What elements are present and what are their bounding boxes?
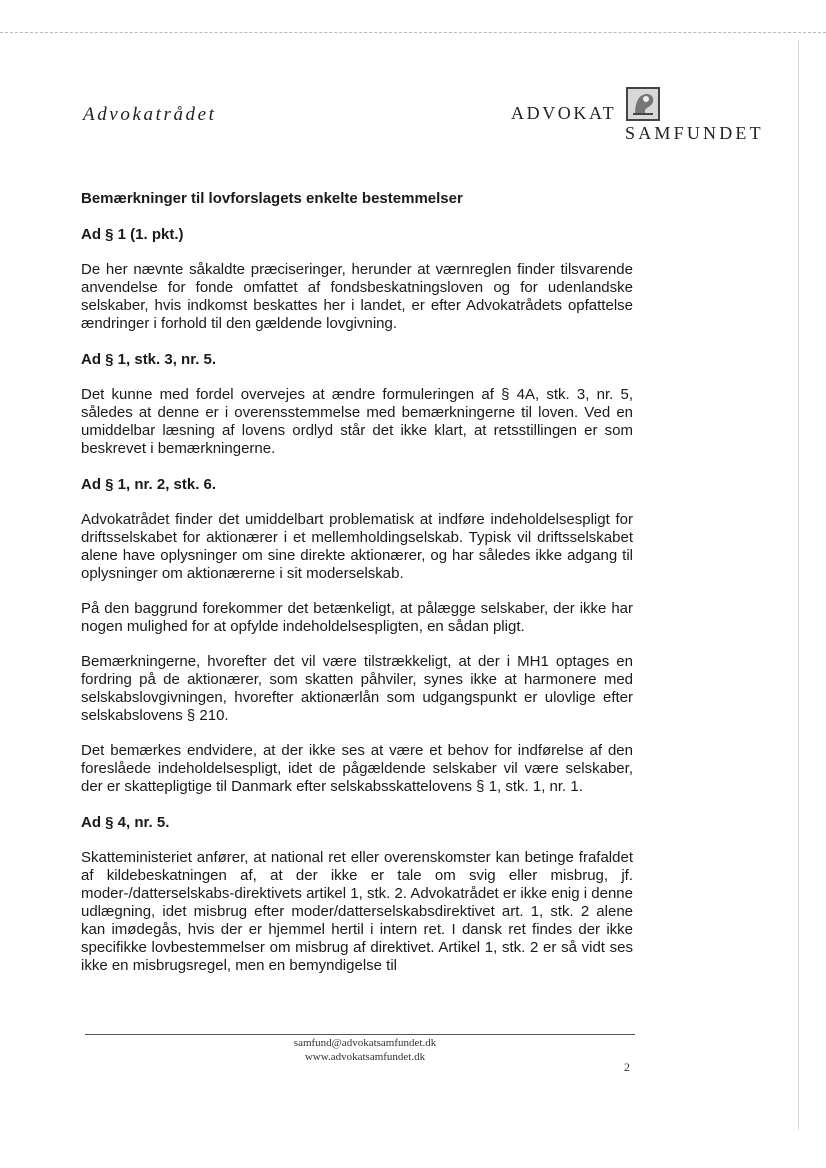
letterhead-title: Advokatrådet [83, 104, 217, 125]
section-title: Ad § 1, stk. 3, nr. 5. [81, 351, 217, 368]
section-title: Ad § 4, nr. 5. [81, 814, 170, 831]
document-heading: Bemærkninger til lovforslagets enkelte bestemmelser [81, 190, 463, 207]
section-paragraph: Det bemærkes endvidere, at der ikke ses at være et behov for indførelse af den foreslåede indeholdelsespligt, idet de pågældende selskaber vil være selskaber, der er skattepligtige til Danmark efter selskabsskattelovens § 1, stk. 1, nr. 1. [81, 742, 633, 795]
section-paragraph: Det kunne med fordel overvejes at ændre formuleringen af § 4A, stk. 3, nr. 5, således at denne er i overensstemmelse med bemærkningerne til loven. Ved en umiddelbar læsning af lovens ordlyd står det ikke klart, at retsstillingen er som beskrevet i bemærkningerne. [81, 386, 633, 457]
section-title: Ad § 1 (1. pkt.) [81, 226, 184, 243]
document-body [81, 189, 633, 974]
footer-email: samfund@advokatsamfundet.dk [293, 1037, 437, 1049]
section-paragraph: Bemærkningerne, hvorefter det vil være tilstrækkeligt, at der i MH1 optages en fordring på de aktionærer, som skatten påhviler, synes ikke at harmonere med selskabslovgivningen, hvorefter aktionærlån som udgangspunkt er ulovlige efter selskabslovens § 210. [81, 653, 633, 724]
footer-contact [200, 1036, 530, 1064]
scan-edge-top [0, 32, 826, 33]
section-title: Ad § 1, nr. 2, stk. 6. [81, 476, 217, 493]
section-paragraph: Skatteministeriet anfører, at national ret eller overenskomster kan betinge frafaldet af kildebeskatningen af, at der ikke er tale om svig eller misbrug, jf. moder-/datterselskabs-direktivets artikel 1, stk. 2. Advokatrådet er ikke enig i denne udlægning, idet misbrug efter moder/datterselskabsdirektivet art. 1, stk. 2 alene kan imødegås, hvis der er hjemmel hertil i intern ret. I dansk ret findes der ikke specifikke lovbestemmelser om misbrug af direktivet. Artikel 1, stk. 2 er så vidt ses ikke en misbrugsregel, men en bemyndigelse til [81, 849, 633, 974]
section-paragraph: De her nævnte såkaldte præciseringer, herunder at værnreglen finder tilsvarende anvendelse for fonde omfattet af fondsbeskatningsloven og for udenlandske selskaber, hvis indkomst beskattes her i landet, er efter Advokatrådets opfattelse ændringer i forhold til den gældende lovgivning. [81, 261, 633, 332]
logo-text-top: ADVOKAT [511, 103, 617, 123]
advokatsamfundet-logo [511, 86, 771, 146]
advokatsamfundet-emblem-icon [625, 86, 661, 122]
footer-divider [85, 1034, 635, 1035]
section-paragraph: På den baggrund forekommer det betænkeligt, at pålægge selskaber, der ikke har nogen mulighed for at opfylde indeholdelsespligten, en sådan pligt. [81, 600, 633, 635]
section-paragraph: Advokatrådet finder det umiddelbart problematisk at indføre indeholdelsespligt for driftsselskabet for aktionærer i et mellemholdingselskab. Typisk vil driftsselskabet alene have oplysninger om sine direkte aktionærer, og har således ikke adgang til oplysninger om aktionærerne i sit moderselskab. [81, 511, 633, 582]
footer-website: www.advokatsamfundet.dk [304, 1051, 426, 1063]
page-number: 2 [624, 1060, 630, 1074]
scan-edge-right [798, 40, 799, 1130]
logo-text-bottom: SAMFUNDET [625, 123, 764, 143]
